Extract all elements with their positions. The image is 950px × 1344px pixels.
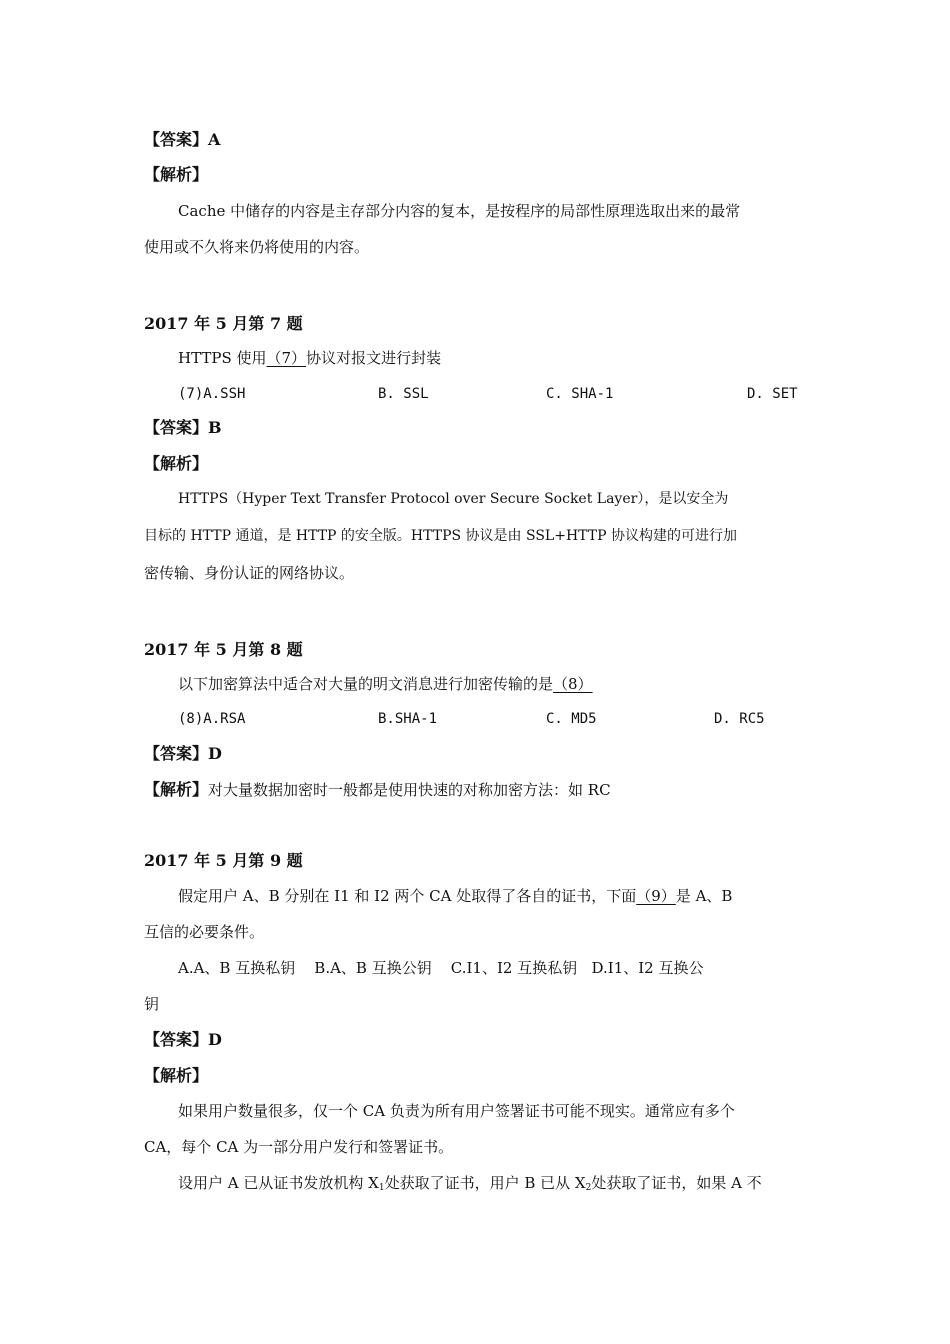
q9-analysis-line1: 如果用户数量很多，仅一个 CA 负责为所有用户签署证书可能不现实。通常应有多个 bbox=[178, 1102, 735, 1120]
subscript-1: 1 bbox=[378, 1183, 385, 1193]
q9-stem-pre: 假定用户 A、B 分别在 I1 和 I2 两个 CA 处取得了各自的证书，下面 bbox=[178, 887, 637, 905]
q9-analysis-line3-c: 处获取了证书，如果 A 不 bbox=[591, 1174, 762, 1192]
answer-label: 【答案】 bbox=[144, 418, 209, 437]
q6-answer bbox=[144, 130, 220, 150]
q8-blank: （8） bbox=[553, 675, 593, 693]
q7-option-d: D. SET bbox=[747, 386, 798, 402]
q7-title: 2017 年 5 月第 7 题 bbox=[144, 314, 303, 333]
q7-blank: （7） bbox=[266, 349, 307, 367]
answer-value: B bbox=[208, 418, 222, 437]
q7-stem-pre: HTTPS 使用 bbox=[178, 349, 267, 367]
q7-analysis-line2: 目标的 HTTP 通道，是 HTTP 的安全版。HTTPS 协议是由 SSL+HTTP 协议构建的可进行加 bbox=[144, 528, 737, 544]
q9-analysis-label: 【解析】 bbox=[144, 1066, 209, 1085]
q7-option-a: (7)A.SSH bbox=[178, 386, 246, 402]
analysis-text: 对大量数据加密时一般都是使用快速的对称加密方法：如 RC bbox=[208, 781, 611, 799]
answer-label: 【答案】 bbox=[144, 744, 209, 763]
answer-value: D bbox=[208, 1030, 222, 1049]
q8-option-d: D. RC5 bbox=[714, 711, 765, 727]
q9-stem-post: 是 A、B bbox=[675, 887, 733, 905]
answer-label: 【答案】 bbox=[144, 1030, 209, 1049]
q9-stem-line2: 互信的必要条件。 bbox=[144, 923, 265, 941]
q9-analysis-line3 bbox=[178, 1173, 762, 1198]
q9-blank: （9） bbox=[636, 887, 676, 905]
q7-stem-post: 协议对报文进行封装 bbox=[306, 349, 442, 367]
answer-label: 【答案】 bbox=[144, 130, 209, 149]
q9-analysis-line3-b: 处获取了证书，用户 B 已从 X bbox=[384, 1174, 586, 1192]
q7-analysis-line1: HTTPS（Hyper Text Transfer Protocol over Secure Socket Layer），是以安全为 bbox=[178, 491, 729, 507]
q6-analysis-label: 【解析】 bbox=[144, 165, 209, 184]
q6-analysis-line2: 使用或不久将来仍将使用的内容。 bbox=[144, 238, 370, 256]
answer-value: D bbox=[208, 744, 222, 763]
q9-options-line2: 钥 bbox=[144, 995, 160, 1013]
q7-option-c: C. SHA-1 bbox=[546, 386, 614, 402]
q8-option-c: C. MD5 bbox=[546, 711, 597, 727]
q8-option-b: B.SHA-1 bbox=[378, 711, 438, 727]
q9-analysis-line2: CA，每个 CA 为一部分用户发行和签署证书。 bbox=[144, 1138, 454, 1156]
answer-value: A bbox=[208, 130, 221, 149]
q8-option-a: (8)A.RSA bbox=[178, 711, 246, 727]
q8-analysis bbox=[144, 780, 611, 800]
q9-analysis-line3-a: 设用户 A 已从证书发放机构 X bbox=[178, 1174, 379, 1192]
q7-analysis-line3: 密传输、身份认证的网络协议。 bbox=[144, 564, 355, 582]
q8-title: 2017 年 5 月第 8 题 bbox=[144, 640, 303, 659]
q7-option-b: B. SSL bbox=[378, 386, 429, 402]
q9-title: 2017 年 5 月第 9 题 bbox=[144, 851, 303, 870]
q7-analysis-label: 【解析】 bbox=[144, 454, 209, 473]
q7-stem bbox=[178, 348, 441, 368]
q9-stem bbox=[178, 886, 732, 906]
q8-stem-pre: 以下加密算法中适合对大量的明文消息进行加密传输的是 bbox=[178, 675, 554, 693]
q8-answer bbox=[144, 744, 222, 764]
q6-analysis-line1: Cache 中储存的内容是主存部分内容的复本，是按程序的局部性原理选取出来的最常 bbox=[178, 202, 741, 220]
q9-answer bbox=[144, 1030, 222, 1050]
subscript-2: 2 bbox=[585, 1183, 592, 1193]
analysis-label: 【解析】 bbox=[144, 780, 209, 799]
q8-stem bbox=[178, 674, 593, 694]
q9-options: A.A、B 互换私钥 B.A、B 互换公钥 C.I1、I2 互换私钥 D.I1、I2 互换公 bbox=[178, 959, 704, 977]
q7-answer bbox=[144, 418, 222, 438]
